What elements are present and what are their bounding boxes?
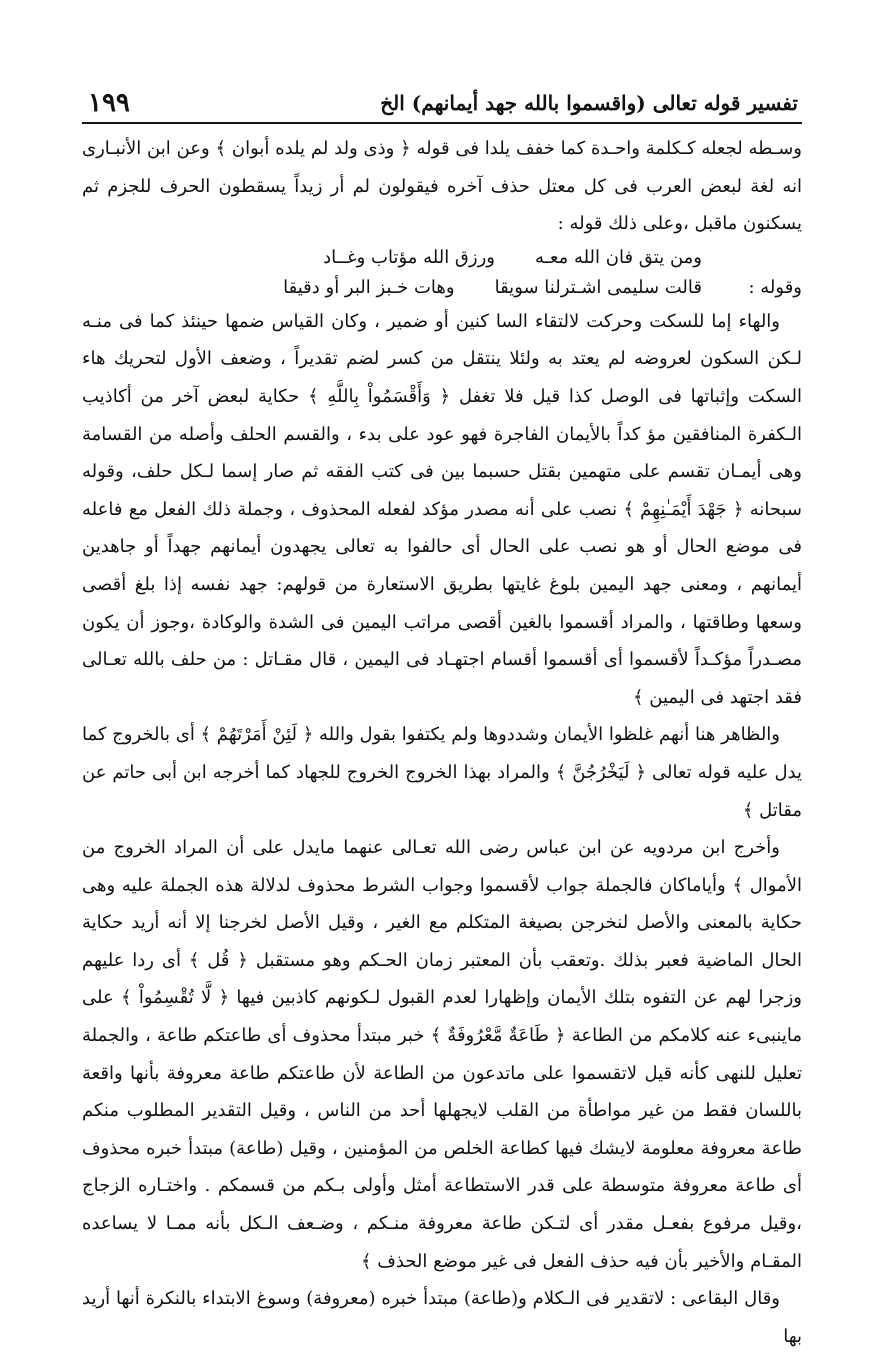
verse-first-hemistich: ومن يتق فان الله معـه (534, 246, 702, 268)
verse-line (82, 243, 802, 273)
paragraph: وسـطه لجعله كـكلمة واحـدة كما خفف يلدا فى قوله ﴿ وذى ولد لم يلده أبوان ﴾ وعن ابن الأنبـارى انه لغة لبعض العرب فى كل معتل حذف آخره فيقولون لم أر زيداً يسقطون الحرف للجزم ثم يسكنون ماقبل ،وعلى ذلك قوله : (82, 138, 802, 235)
verse-line (82, 273, 802, 303)
paragraph: وقال البقاعى : لاتقدير فى الـكلام و(طاعة) مبتدأ خبره (معروفة) وسوغ الابتداء بالنكرة أنها أريد بها (82, 1288, 802, 1347)
verse-first-hemistich: قالت سليمى اشـترلنا سويقا (494, 276, 702, 298)
verse-second-hemistich: ورزق الله مؤتاب وغــاد (323, 246, 495, 268)
page-title: تفسير قوله تعالى (واقسموا بالله جهد أيمانهم) الخ (380, 91, 798, 115)
verse-label: وقوله : (748, 276, 802, 298)
verse-block (82, 243, 802, 303)
verse-second-hemistich: وهات خـبز البر أو دقيقا (283, 276, 455, 298)
body-text (82, 130, 802, 1355)
running-header (82, 88, 802, 122)
paragraph: والظاهر هنا أنهم غلظوا الأيمان وشددوها ولم يكتفوا بقول والله ﴿ لَئِنْ أَمَرْتَهُمْ ﴾ أى بالخروج كما يدل عليه قوله تعالى ﴿ لَيَخْرُجُنَّ ﴾ والمراد بهذا الخروج الخروج للجهاد كما أخرجه ابن أبى حاتم عن مقاتل ﴾ (81, 724, 802, 821)
paragraph: وأخرج ابن مردويه عن ابن عباس رضى الله تعـالى عنهما مايدل على أن المراد الخروج من الأموال ﴾ وأياماكان فالجملة جواب لأقسموا وجواب الشرط محذوف لدلالة هذه الجملة عليه وهى حكاية بالمعنى والأصل لنخرجن بصيغة المتكلم مع الغير ، وقيل الأصل لخرجنا إلا أنه أريد حكاية الحال الماضية فعبر بذلك .وتعقب بأن المعتبر زمان الحـكم وهو مستقبل ﴿ قُل ﴾ أى ردا عليهم وزجرا لهم عن التفوه بتلك الأيمان وإظهارا لعدم القبول لـكونهم كاذبين فيها ﴿ لَّا تُقْسِمُواْ ﴾ على ماينبىء عنه كلامكم من الطاعة ﴿ طَاعَةٌ مَّعْرُوفَةٌ ﴾ خبر مبتدأ محذوف أى طاعتكم طاعة ، والجملة تعليل للنهى كأنه قيل لاتقسموا على ماتدعون من الطاعة لأن طاعتكم طاعة معروفة بأنها واقعة باللسان فقط من غير مواطأة من القلب لايجهلها أحد من الناس ، وقيل التقدير المطلوب منكم طاعة معروفة معلومة لايشك فيها كطاعة الخلص من المؤمنين ، وقيل (طاعة) مبتدأ خبره محذوف أى طاعة معروفة متوسطة على قدر الاستطاعة أمثل وأولى بـكم من قسمكم . واختـاره الزجاج ،وقيل مرفوع بفعـل مقدر أى لتـكن طاعة معروفة منـكم ، وضـعف الـكل بأنه ممـا لا يساعده المقـام والأخير بأن فيه حذف الفعل فى غير موضع الحذف ﴾ (82, 837, 802, 1272)
paragraph: والهاء إما للسكت وحركت لالتقاء السا كنين أو ضمير ، وكان القياس ضمها حينئذ كما فى منـه لـكن السكون لعروضه لم يعتد به ولئلا ينتقل من كسر لضم تقديراً ، وضعف الأول لتحريك هاء السكت وإثباتها فى الوصل كذا قيل فلا تغفل ﴿ وَأَقْسَمُواْ بِاللَّهِ ﴾ حكاية لبعض آخر من أكاذيب الـكفرة المنافقين مؤ كداً بالأيمان الفاجرة فهو عود على بدء ، والقسم الحلف وأصله من القسامة وهى أيمـان تقسم على متهمين بقتل حسبما بين فى كتب الفقه ثم صار إسما لـكل حلف، وقوله سبحانه ﴿ جَهْدَ أَيْمَـٰنِهِمْ ﴾ نصب على أنه مصدر مؤكد لفعله المحذوف ، وجملة ذلك الفعل مع فاعله فى موضع الحال أو هو نصب على الحال أى حالفوا به تعالى يجهدون أيمانهم جهداً أو جاهدين أيمانهم ، ومعنى جهد اليمين بلوغ غايتها بطريق الاستعارة من قولهم: جهد نفسه إذا بلغ أقصى وسعها وطاقتها ، والمراد أقسموا بالغين أقصى مراتب اليمين فى الشدة والوكادة ،وجوز أن يكون مصـدراً مؤكـداً لأقسموا أى أقسموا أقسام اجتهـاد فى اليمين ، قال مقـاتل : من حلف بالله تعـالى فقد اجتهد فى اليمين ﴾ (82, 310, 802, 708)
page-number: ١٩٩ (88, 88, 130, 118)
header-rule (82, 122, 802, 124)
